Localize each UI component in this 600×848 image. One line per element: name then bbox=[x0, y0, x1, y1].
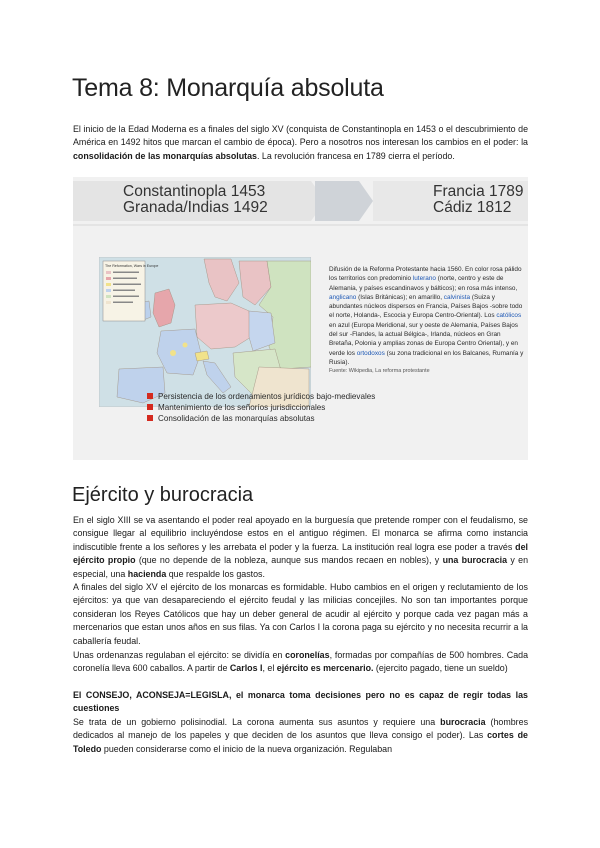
section-paragraph-5: Se trata de un gobierno polisinodial. La corona aumenta sus asuntos y requiere una burocracia (hombres dedicados al manejo de los papeles y que deciden de los asuntos que lleva consigo el poder). Las cortes de Toledo pueden considerarse como el inicio de la nueva organización. Regulaban bbox=[73, 717, 529, 754]
caption-link-calvinista[interactable]: calvinista bbox=[443, 293, 471, 301]
section-paragraph-3: Unas ordenanzas regulaban el ejército: se dividía en coronelías, formadas por compañías de 500 hombres. Cada coronelía lleva 600 caballos. A partir de Carlos I, el ejército es mercenario. (ejercito pagado, tiene un sueldo) bbox=[73, 650, 529, 674]
bullet-item: Mantenimiento de los señoríos jurisdiccionales bbox=[147, 402, 375, 413]
caption-link-ortodoxos[interactable]: ortodoxos bbox=[356, 349, 385, 357]
date-granada: Granada/Indias 1492 bbox=[123, 199, 268, 216]
date-francia: Francia 1789 bbox=[433, 183, 524, 200]
end-dates bbox=[433, 184, 523, 216]
caption-source: Fuente: Wikipedia, La reforma protestante bbox=[329, 368, 430, 375]
bullet-item: Persistencia de los ordenamientos jurídicos bajo-medievales bbox=[147, 391, 375, 402]
red-square-bullet-icon bbox=[147, 415, 153, 421]
caption-link-luterano[interactable]: luterano bbox=[412, 275, 436, 283]
date-constantinopla: Constantinopla 1453 bbox=[123, 183, 266, 200]
caption-text: (su zona tradicional en los Balcanes, Rumanía y Rusia). bbox=[329, 349, 524, 366]
caption-text: (Suiza y abundantes núcleos dispersos en Francia, Países Bajos -sobre todo el norte, Holanda-, Escocia y Europa Centro-Oriental). Los bbox=[329, 293, 523, 320]
section-paragraph-4: El CONSEJO, ACONSEJA=LEGISLA, el monarca toma decisiones pero no es capaz de regir todas las cuestiones bbox=[73, 690, 528, 714]
intro-bold: consolidación de las monarquías absolutas bbox=[73, 150, 257, 161]
bullet-item: Consolidación de las monarquías absolutas bbox=[147, 413, 375, 424]
red-square-bullet-icon bbox=[147, 404, 153, 410]
intro-paragraph bbox=[73, 123, 528, 163]
caption-link-anglicano[interactable]: anglicano bbox=[329, 293, 357, 301]
intro-text: El inicio de la Edad Moderna es a finales del siglo XV (conquista de Constantinopla en 1453 o el descubrimiento de América en 1492 hitos que marcan el cambio de época). Pero a nosotros nos interesan los cambios en el poder: la bbox=[73, 124, 528, 148]
intro-text-end: . La revolución francesa en 1789 cierra el período. bbox=[256, 150, 455, 161]
caption-text: Difusión de la Reforma Protestante hacia 1560. En color rosa pálido los territorios con predominio bbox=[329, 266, 522, 283]
section-paragraph-1: En el siglo XIII se va asentando el poder real apoyado en la burguesía que pretende romper con el feudalismo, se consigue llegar al equilibrio incluyéndose estos en el antiguo régimen. El monarca se afirma como instancia indiscutible frente a los señores y les arrebata el poder y la fuerza. La institución real logra ese poder a través del ejército propio (que no depende de la nobleza, aunque sus mandos recaen en nobles), y una burocracia y en especial, una hacienda que respalde los gastos. bbox=[73, 515, 529, 579]
date-cadiz: Cádiz 1812 bbox=[433, 199, 512, 216]
reformation-map bbox=[99, 257, 311, 407]
slide-bullet-list bbox=[147, 391, 375, 424]
page-title: Tema 8: Monarquía absoluta bbox=[72, 74, 384, 102]
caption-text: (Islas Británicas); en amarillo, bbox=[356, 293, 444, 301]
caption-text: (norte, centro y este de Alemania, y países escandinavos y bálticos); en rosa más intenso, bbox=[329, 275, 518, 292]
caption-link-catolicos[interactable]: católicos bbox=[496, 312, 522, 320]
caption-text: en azul (Europa Meridional, sur y oeste de Alemania, Países Bajos del sur -Flandes, la actual Bélgica-, Irlanda, núcleos en Gran Bretaña, Polonia y amplias zonas de Europa Centro Oriental), y en verde los bbox=[329, 321, 518, 357]
red-square-bullet-icon bbox=[147, 393, 153, 399]
presentation-slide-figure bbox=[73, 177, 528, 460]
middle-banner-arrow bbox=[315, 181, 373, 221]
start-dates bbox=[123, 184, 268, 216]
section-paragraph-2: A finales del siglo XV el ejército de los monarcas es formidable. Hubo cambios en el origen y reclutamiento de los ejércitos: ya que van desapareciendo el ejército feudal y las milicias concejiles. No son tan importantes porque consideran los Reyes Católicos que hay un deber general de acudir al ejército y porque cada vez pagan más a mercenarios que estan unos años en sus filas. Ya con Carlos I la corona paga su ejército y no necesita recurrir a la caballería feudal. bbox=[73, 582, 528, 646]
map-caption bbox=[329, 265, 525, 377]
map-legend-title: The Reformation, Wars in Europe bbox=[105, 264, 159, 268]
section-heading: Ejército y burocracia bbox=[72, 484, 254, 506]
